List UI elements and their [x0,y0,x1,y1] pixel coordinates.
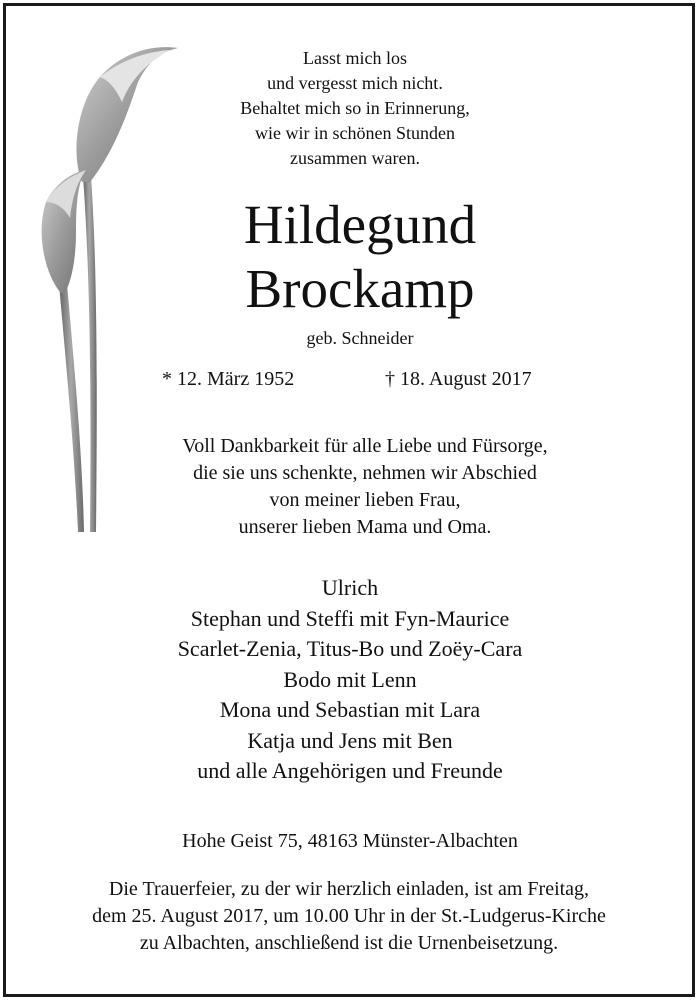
poem [185,46,525,171]
thanks-line: von meiner lieben Frau, [269,489,461,511]
thanks-line: unserer lieben Mama und Oma. [238,516,492,538]
service-line: dem 25. August 2017, um 10.00 Uhr in der St.-Ludgerus-Kirche [92,905,606,927]
family-list [100,573,600,787]
poem-line: zusammen waren. [290,148,420,168]
poem-line: wie wir in schönen Stunden [255,123,455,143]
thanks-line: Voll Dankbarkeit für alle Liebe und Fürsorge, [182,435,548,457]
service-line: Die Trauerfeier, zu der wir herzlich einladen, ist am Freitag, [108,878,590,900]
last-name: Brockamp [245,258,475,319]
service-line: zu Albachten, anschließend ist die Urnenbeisetzung. [139,932,559,954]
family-member: Katja und Jens mit Ben [247,727,453,753]
family-member: Scarlet-Zenia, Titus-Bo und Zoëy-Cara [177,636,523,661]
poem-line: Behaltet mich so in Erinnerung, [240,98,470,118]
birth-date: * 12. März 1952 [162,368,295,390]
family-member: und alle Angehörigen und Freunde [197,758,503,783]
address: Hohe Geist 75, 48163 Münster-Albachten [182,830,518,852]
thanks-text [130,433,600,541]
family-member: Mona und Sebastian mit Lara [219,697,481,722]
maiden-name: geb. Schneider [306,328,414,348]
poem-line: Lasst mich los [303,48,407,68]
thanks-line: die sie uns schenkte, nehmen wir Abschied [193,462,537,484]
family-member: Bodo mit Lenn [283,666,417,692]
first-name: Hildegund [243,194,477,255]
deceased-name [175,193,545,321]
family-member: Stephan und Steffi mit Fyn-Maurice [190,605,510,631]
family-member: Ulrich [321,575,379,600]
poem-line: und vergesst mich nicht. [267,73,443,93]
death-date: † 18. August 2017 [385,368,532,390]
service-info [20,876,678,957]
